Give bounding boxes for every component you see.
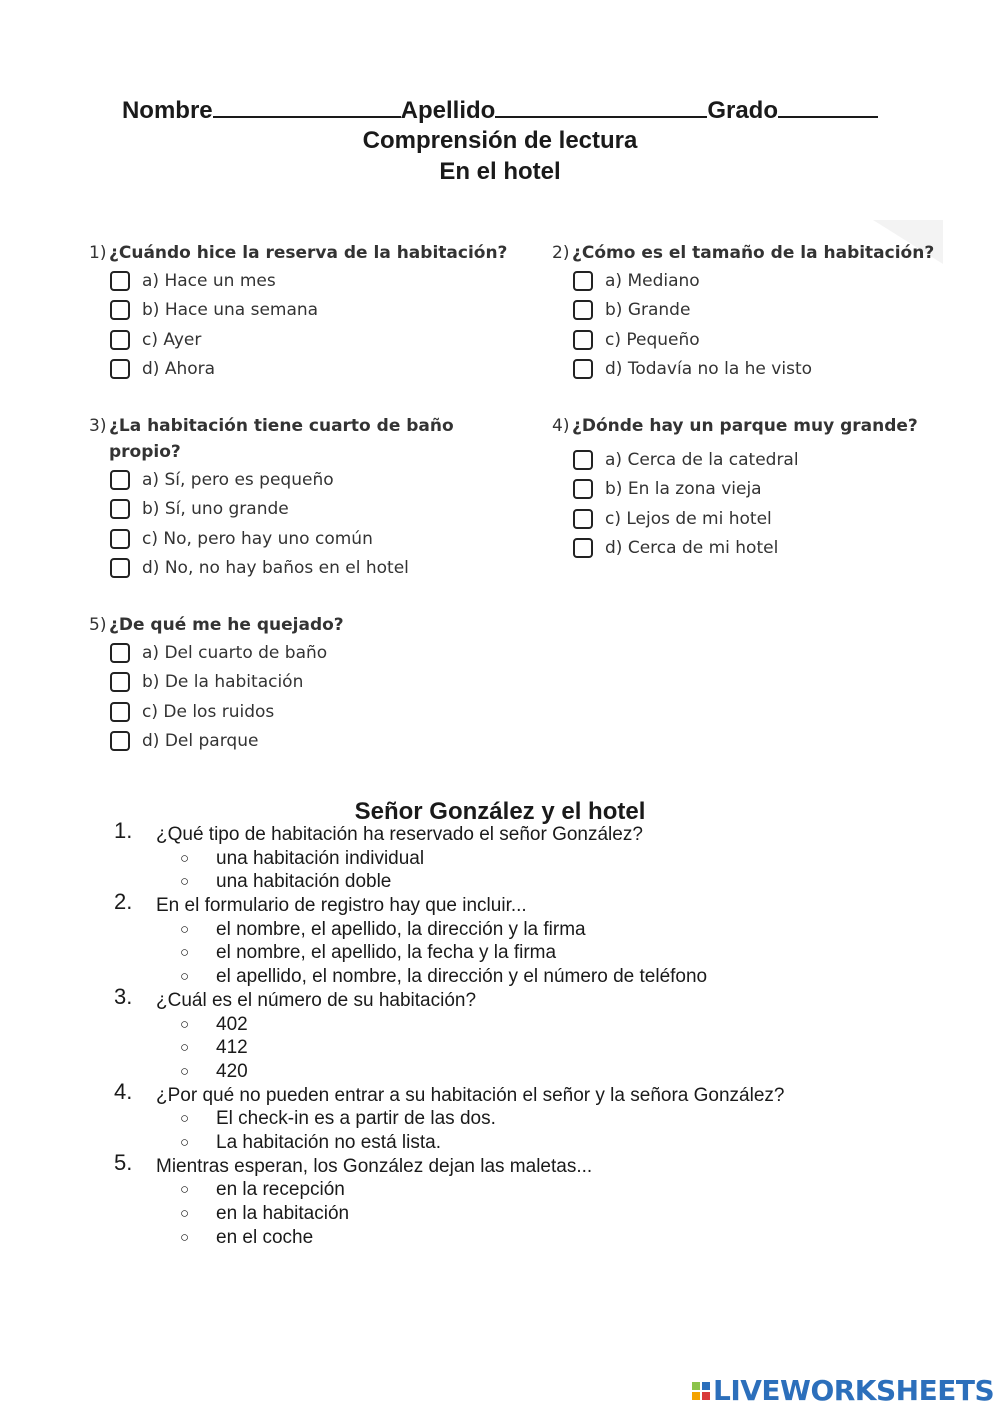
answer-text: en la recepción <box>216 1179 345 1201</box>
option-label: b) En la zona vieja <box>605 479 762 500</box>
worksheet-subtitle: En el hotel <box>439 158 561 185</box>
circle-bullet-icon[interactable]: ○ <box>180 1039 190 1057</box>
answer-text: El check-in es a partir de las dos. <box>216 1108 496 1130</box>
question-4 <box>552 413 918 563</box>
circle-bullet-icon[interactable]: ○ <box>180 968 190 986</box>
answer-option[interactable] <box>0 918 1000 942</box>
option-c[interactable] <box>110 325 507 355</box>
liveworksheets-logo <box>692 1374 994 1407</box>
nombre-blank[interactable] <box>213 96 401 118</box>
checkbox[interactable] <box>110 731 130 751</box>
option-b[interactable] <box>573 296 934 326</box>
answer-text: 420 <box>216 1060 248 1082</box>
checkbox[interactable] <box>573 271 593 291</box>
option-a[interactable] <box>573 445 918 475</box>
apellido-label: Apellido <box>400 97 496 124</box>
answer-text: una habitación individual <box>216 847 425 869</box>
question-number: 3) <box>89 416 107 436</box>
checkbox[interactable] <box>110 529 130 549</box>
question-number: 4) <box>552 416 570 436</box>
option-label: d) Todavía no la he visto <box>605 359 813 380</box>
option-d[interactable] <box>110 727 344 757</box>
question-2 <box>552 240 934 384</box>
question-item <box>0 983 1000 1013</box>
question-number: 1) <box>89 243 107 263</box>
circle-bullet-icon[interactable]: ○ <box>180 944 190 962</box>
option-b[interactable] <box>110 668 344 698</box>
question-number: 3. <box>114 983 133 1009</box>
section-title: Señor González y el hotel <box>354 798 646 825</box>
checkbox[interactable] <box>573 509 593 529</box>
circle-bullet-icon[interactable]: ○ <box>180 849 190 867</box>
question-text: ¿Cuál es el número de su habitación? <box>156 989 477 1011</box>
answer-text: el nombre, el apellido, la dirección y la firma <box>216 918 586 940</box>
student-info-line <box>0 96 1000 125</box>
option-label: c) De los ruidos <box>142 701 275 722</box>
grado-blank[interactable] <box>778 96 878 118</box>
option-d[interactable] <box>573 355 934 385</box>
answer-option[interactable] <box>0 1013 1000 1037</box>
question-1 <box>89 240 507 384</box>
checkbox[interactable] <box>573 450 593 470</box>
option-label: d) Ahora <box>142 359 216 380</box>
answer-text: el nombre, el apellido, la fecha y la firma <box>216 942 557 964</box>
option-c[interactable] <box>110 524 454 554</box>
answer-option[interactable] <box>0 1226 1000 1250</box>
option-label: c) No, pero hay uno común <box>142 528 373 549</box>
answer-option[interactable] <box>0 1060 1000 1084</box>
option-label: c) Lejos de mi hotel <box>605 508 772 529</box>
question-text: ¿De qué me he quejado? <box>109 615 344 635</box>
answer-text: 412 <box>216 1037 248 1059</box>
circle-bullet-icon[interactable]: ○ <box>180 920 190 938</box>
answer-text: una habitación doble <box>216 871 392 893</box>
option-a[interactable] <box>110 465 454 495</box>
question-number: 5. <box>114 1149 133 1175</box>
option-label: d) Cerca de mi hotel <box>605 538 779 559</box>
checkbox[interactable] <box>110 300 130 320</box>
question-item <box>0 818 1000 847</box>
checkbox[interactable] <box>573 359 593 379</box>
option-a[interactable] <box>110 638 344 668</box>
question-number: 5) <box>89 615 107 635</box>
circle-bullet-icon[interactable]: ○ <box>180 1205 190 1222</box>
answer-text: en el coche <box>216 1226 314 1248</box>
question-number: 2. <box>114 889 133 915</box>
question-text: ¿Cuándo hice la reserva de la habitación? <box>109 243 508 263</box>
circle-bullet-icon[interactable]: ○ <box>180 1228 190 1246</box>
option-a[interactable] <box>573 266 934 296</box>
question-number: 1. <box>114 818 133 843</box>
checkbox[interactable] <box>110 470 130 490</box>
checkbox[interactable] <box>573 479 593 499</box>
option-label: a) Sí, pero es pequeño <box>142 469 334 490</box>
logo-mark-icon <box>692 1382 710 1400</box>
checkbox[interactable] <box>110 330 130 350</box>
question-item <box>0 1078 1000 1108</box>
section-questions <box>0 818 1000 1249</box>
question-text-continued: propio? <box>109 442 181 462</box>
question-text: ¿Por qué no pueden entrar a su habitación el señor y la señora González? <box>156 1084 785 1106</box>
checkbox[interactable] <box>110 359 130 379</box>
question-5 <box>89 612 344 756</box>
answer-option[interactable] <box>0 965 1000 989</box>
checkbox[interactable] <box>110 643 130 663</box>
option-label: a) Hace un mes <box>142 270 276 291</box>
answer-text: 402 <box>216 1013 248 1035</box>
option-label: a) Del cuarto de baño <box>142 642 328 663</box>
question-text: Mientras esperan, los González dejan las maletas... <box>156 1155 593 1177</box>
answer-text: La habitación no está lista. <box>216 1131 441 1153</box>
question-text: En el formulario de registro hay que incluir... <box>156 895 527 917</box>
question-text: ¿Cómo es el tamaño de la habitación? <box>572 243 935 263</box>
answer-text: en la habitación <box>216 1203 350 1224</box>
option-label: a) Cerca de la catedral <box>605 449 799 470</box>
circle-bullet-icon[interactable]: ○ <box>180 873 190 891</box>
question-number: 4. <box>114 1078 133 1104</box>
checkbox[interactable] <box>110 702 130 722</box>
checkbox[interactable] <box>110 672 130 692</box>
option-d[interactable] <box>573 534 918 564</box>
checkbox[interactable] <box>573 330 593 350</box>
option-c[interactable] <box>573 504 918 534</box>
answer-option[interactable] <box>0 1107 1000 1131</box>
answer-option[interactable] <box>0 941 1000 965</box>
checkbox[interactable] <box>573 300 593 320</box>
circle-bullet-icon[interactable]: ○ <box>180 1062 190 1080</box>
logo-text: LIVEWORKSHEETS <box>713 1374 995 1407</box>
circle-bullet-icon[interactable]: ○ <box>180 1110 190 1128</box>
option-c[interactable] <box>110 697 344 727</box>
nombre-label: Nombre <box>121 97 213 124</box>
option-label: c) Ayer <box>142 329 202 350</box>
option-a[interactable] <box>110 266 507 296</box>
question-number: 2) <box>552 243 570 263</box>
grado-label: Grado <box>707 97 779 124</box>
question-3 <box>89 413 454 583</box>
option-label: a) Mediano <box>605 270 700 291</box>
option-d[interactable] <box>110 355 507 385</box>
question-item <box>0 1149 1000 1179</box>
circle-bullet-icon[interactable]: ○ <box>180 1181 190 1199</box>
question-item <box>0 889 1000 918</box>
question-text: ¿La habitación tiene cuarto de baño <box>109 416 454 436</box>
option-label: b) Hace una semana <box>142 300 319 321</box>
option-label: b) De la habitación <box>142 672 304 693</box>
option-label: d) No, no hay baños en el hotel <box>142 558 409 579</box>
checkbox[interactable] <box>110 558 130 578</box>
question-text: ¿Dónde hay un parque muy grande? <box>572 416 918 436</box>
option-label: d) Del parque <box>142 731 259 752</box>
question-text: ¿Qué tipo de habitación ha reservado el señor González? <box>156 824 643 845</box>
answer-option[interactable] <box>0 1131 1000 1155</box>
answer-option[interactable] <box>0 1178 1000 1202</box>
circle-bullet-icon[interactable]: ○ <box>180 1133 190 1151</box>
option-c[interactable] <box>573 325 934 355</box>
apellido-blank[interactable] <box>495 96 707 118</box>
worksheet-title: Comprensión de lectura <box>362 127 638 154</box>
option-b[interactable] <box>110 296 507 326</box>
checkbox[interactable] <box>110 271 130 291</box>
option-label: b) Sí, uno grande <box>142 499 289 520</box>
checkbox[interactable] <box>110 499 130 519</box>
answer-option[interactable] <box>0 870 1000 894</box>
option-b[interactable] <box>573 475 918 505</box>
answer-option[interactable] <box>0 1202 1000 1226</box>
option-label: b) Grande <box>605 300 691 321</box>
option-label: c) Pequeño <box>605 329 700 350</box>
answer-text: el apellido, el nombre, la dirección y el número de teléfono <box>216 966 708 988</box>
answer-option[interactable] <box>0 847 1000 871</box>
option-b[interactable] <box>110 495 454 525</box>
option-d[interactable] <box>110 554 454 584</box>
answer-option[interactable] <box>0 1036 1000 1060</box>
checkbox[interactable] <box>573 538 593 558</box>
circle-bullet-icon[interactable]: ○ <box>180 1015 190 1033</box>
